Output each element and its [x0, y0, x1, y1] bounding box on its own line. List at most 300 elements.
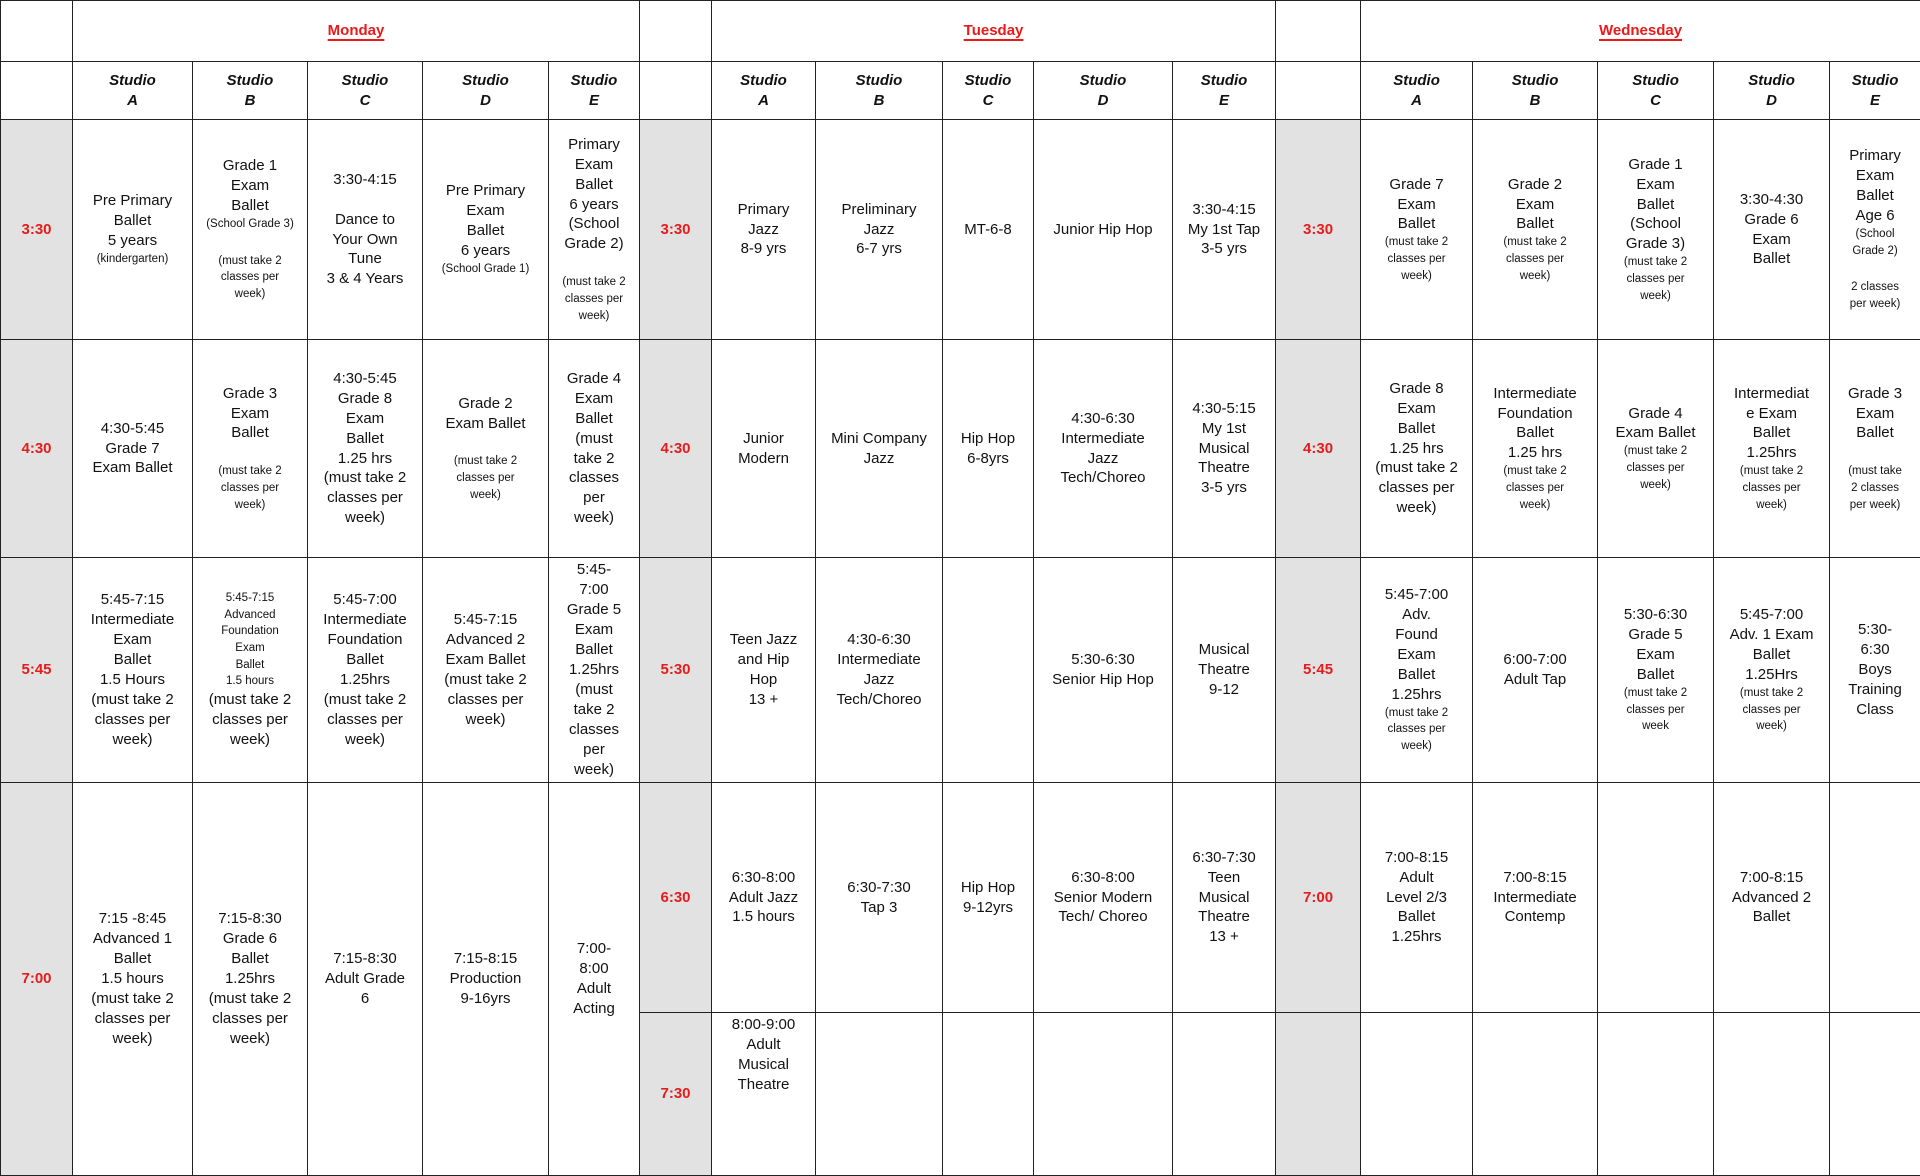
cell-line: 13 + — [748, 690, 779, 708]
cell-line: 1.25hrs — [224, 970, 276, 988]
cell-line: 1.25 hrs — [337, 449, 393, 467]
class-cell — [816, 120, 943, 340]
cell-line: week) — [1640, 289, 1671, 302]
cell-line: Jazz — [863, 449, 895, 467]
class-cell — [549, 558, 640, 783]
cell-line: Foundation — [221, 625, 279, 638]
studio-header — [816, 62, 943, 120]
day-header-wednesday: Wednesday — [1361, 1, 1920, 62]
cell-line: (School Grade 3) — [206, 218, 294, 231]
class-cell — [193, 558, 308, 783]
cell-line: C — [982, 91, 994, 109]
cell-line: Ballet — [466, 222, 505, 240]
cell-line: classes per — [1742, 703, 1801, 716]
class-cell — [816, 558, 943, 783]
class-cell — [1473, 1013, 1598, 1176]
cell-line: 1.25hrs — [339, 671, 391, 688]
cell-line: Ballet — [113, 212, 152, 230]
cell-line: week) — [573, 760, 614, 778]
cell-line: (School — [1855, 228, 1895, 241]
cell-line: Ballet — [1752, 645, 1791, 663]
class-cell — [423, 120, 549, 340]
cell-line: A — [1411, 91, 1422, 109]
cell-line: E — [1870, 91, 1881, 109]
cell-line: D — [1097, 91, 1109, 109]
cell-line: Studio — [964, 71, 1012, 89]
cell-line: 5:45-7:00 — [1739, 606, 1804, 624]
cell-line: week) — [1756, 720, 1787, 733]
cell-line: week) — [1640, 478, 1671, 491]
cell-line — [311, 190, 419, 210]
time-slot: 3:30 — [640, 120, 712, 340]
cell-line: 1.25hrs — [1391, 685, 1442, 703]
cell-line: Boys — [1858, 661, 1892, 679]
cell-line: Studio — [855, 71, 903, 89]
cell-line: 9-12 — [1209, 680, 1240, 698]
cell-line: classes per — [1387, 723, 1446, 736]
cell-line: classes per — [1626, 703, 1685, 716]
cell-line: Grade 7 — [1389, 175, 1444, 193]
cell-line: classes — [568, 720, 620, 738]
cell-line: Intermediat — [1734, 384, 1810, 402]
cell-line: (must take 2 — [1623, 445, 1688, 458]
studio-header — [308, 62, 423, 120]
cell-line: Theatre — [737, 1075, 790, 1093]
cell-line: Jazz — [748, 220, 779, 238]
class-cell — [1361, 340, 1473, 558]
cell-line: classes per — [1505, 253, 1565, 266]
cell-line: classes per — [327, 710, 403, 728]
cell-line: E — [588, 91, 599, 109]
cell-line: 5:45-7:15 — [453, 611, 518, 629]
cell-line: 3-5 yrs — [1201, 240, 1247, 258]
cell-line: 8:00-9:00 — [731, 1016, 796, 1033]
cell-line: 1.5 hours — [226, 675, 274, 688]
cell-line: Exam — [345, 409, 385, 427]
cell-line: Jazz — [863, 220, 895, 238]
cell-line: 3 & 4 Years — [326, 270, 404, 288]
cell-line: classes per — [94, 710, 171, 728]
cell-line: Tech/Choreo — [836, 690, 922, 708]
cell-line: 5:30-6:30 — [1623, 606, 1688, 624]
cell-line: Grade 3 — [222, 384, 278, 402]
time-slot: 7:00 — [1, 783, 73, 1176]
cell-line: Grade 4 — [566, 369, 622, 387]
cell-line: Exam — [466, 202, 505, 220]
cell-line: Ballet — [231, 424, 269, 442]
class-cell — [1034, 558, 1173, 783]
class-cell — [1034, 783, 1173, 1013]
class-cell — [423, 558, 549, 783]
cell-line: Tap 3 — [860, 898, 898, 916]
class-cell — [1830, 120, 1920, 340]
cell-line: 1.25Hrs — [1745, 665, 1798, 683]
cell-line: Intermediate — [90, 611, 175, 629]
cell-line: classes per — [1387, 253, 1446, 266]
cell-line: Exam — [1397, 195, 1436, 213]
cell-line: classes per — [212, 711, 288, 729]
cell-line: Training — [1848, 680, 1902, 698]
cell-line: 1.25hrs — [1391, 928, 1442, 946]
cell-line: (must take 2 — [1739, 465, 1804, 478]
cell-line: Ballet — [1856, 187, 1894, 205]
cell-line: Exam Ballet — [445, 414, 526, 432]
cell-line: Grade 2) — [564, 235, 624, 253]
cell-line: Primary — [1849, 147, 1901, 165]
class-cell — [1830, 558, 1920, 783]
cell-line: (must take 2 — [1623, 686, 1688, 699]
cell-line: Intermediate — [323, 611, 407, 629]
cell-line: 6:30-8:00 — [1071, 868, 1135, 886]
cell-line: Musical — [738, 1055, 789, 1073]
cell-line: Tune — [348, 250, 382, 268]
cell-line: (must take 2 — [444, 671, 527, 688]
cell-line: E — [1219, 91, 1230, 109]
cell-line: D — [480, 91, 491, 109]
cell-line: week) — [112, 730, 153, 748]
cell-line: Exam — [574, 389, 614, 407]
cell-line: (School — [1630, 215, 1681, 233]
time-slot: 5:45 — [1276, 558, 1361, 783]
cell-line: Pre Primary — [92, 192, 173, 210]
cell-line: Found — [1395, 626, 1438, 644]
class-cell — [1830, 783, 1920, 1013]
class-cell — [1598, 120, 1714, 340]
cell-line: (School Grade 1) — [441, 263, 530, 276]
cell-line: Ballet — [1516, 215, 1554, 233]
cell-line: Hip Hop — [960, 878, 1016, 896]
cell-line: A — [758, 91, 769, 109]
cell-line: 8-9 yrs — [740, 240, 787, 258]
cell-line: Hip Hop — [960, 429, 1016, 447]
cell-line: Musical — [1198, 888, 1250, 906]
cell-line: Ballet — [1636, 195, 1675, 213]
cell-line: Musical — [1198, 641, 1250, 659]
cell-line: 1.25hrs — [568, 661, 620, 679]
cell-line: Ballet — [346, 429, 384, 447]
cell-line: Exam — [235, 642, 265, 655]
cell-line: Exam — [1636, 645, 1675, 663]
cell-line: Studio — [226, 71, 274, 89]
class-cell — [549, 340, 640, 558]
cell-line: 7:00 — [579, 581, 609, 599]
cell-line: Class — [1856, 700, 1894, 718]
cell-line: Foundation — [327, 631, 403, 649]
cell-line: Theatre — [1198, 661, 1250, 679]
cell-line: 6-8yrs — [967, 449, 1009, 467]
class-cell — [1173, 340, 1276, 558]
cell-line: classes — [568, 469, 620, 487]
studio-header — [549, 62, 640, 120]
cell-line: 4:30-5:15 — [1192, 399, 1256, 417]
cell-line: Adult — [1399, 868, 1434, 886]
cell-line: per week) — [1849, 298, 1901, 311]
class-cell — [423, 340, 549, 558]
cell-line: Ballet — [1636, 665, 1675, 683]
cell-line: 3:30-4:15 — [1192, 200, 1256, 218]
cell-line: Theatre — [1198, 459, 1250, 477]
studio-header — [193, 62, 308, 120]
cell-line: 7:00-8:15 — [1384, 848, 1449, 866]
cell-line: Ballet — [575, 641, 613, 659]
cell-line: Studio — [462, 71, 509, 89]
cell-line: Teen Jazz — [729, 631, 798, 649]
cell-line: classes per — [1378, 479, 1455, 497]
class-cell — [1714, 1013, 1830, 1176]
cell-line: Primary — [568, 135, 620, 153]
cell-line: 1.5 Hours — [99, 671, 166, 688]
cell-line: Pre Primary — [445, 182, 526, 200]
cell-line: 2 classes — [1851, 281, 1899, 294]
class-cell — [549, 783, 640, 1176]
cell-line: Studio — [1393, 71, 1440, 89]
cell-line: Adult Tap — [1503, 671, 1567, 688]
cell-line: Mini Company — [831, 429, 927, 447]
cell-line: Grade 2 — [1507, 175, 1563, 193]
cell-line: Studio — [109, 71, 156, 89]
cell-line: 6:30-7:30 — [847, 878, 911, 896]
cell-line: C — [359, 91, 371, 109]
cell-line: 5:45-7:00 — [1384, 586, 1449, 604]
cell-line: 6-7 yrs — [856, 240, 902, 258]
cell-line: Adult — [576, 980, 612, 997]
cell-line: Jazz — [1087, 449, 1119, 467]
cell-line: Exam — [574, 621, 614, 639]
cell-line: Studio — [1632, 71, 1679, 89]
cell-line: Exam — [574, 155, 614, 173]
cell-line: week) — [1519, 498, 1551, 511]
cell-line: and Hip — [737, 651, 790, 669]
cell-line: week) — [344, 730, 385, 748]
cell-line: (must take 2 — [1384, 236, 1449, 249]
cell-line — [426, 433, 545, 453]
class-cell — [1598, 1013, 1714, 1176]
cell-line — [196, 443, 304, 463]
cell-line: 7:00-8:15 — [1739, 868, 1804, 886]
cell-line: classes per — [220, 482, 280, 495]
class-cell — [1173, 783, 1276, 1013]
class-cell — [1830, 1013, 1920, 1176]
cell-line: Level 2/3 — [1386, 888, 1447, 906]
cell-line: Studio — [570, 71, 618, 89]
time-slot: 4:30 — [1276, 340, 1361, 558]
class-cell — [73, 783, 193, 1176]
class-cell — [1034, 120, 1173, 340]
cell-line: week) — [1519, 269, 1551, 282]
cell-line: Exam Ballet — [92, 459, 173, 477]
cell-line: (must take — [1848, 465, 1902, 478]
studio-header — [943, 62, 1034, 120]
class-cell — [308, 558, 423, 783]
day-header-tuesday: Tuesday — [712, 1, 1276, 62]
cell-line: Preliminary — [841, 200, 917, 218]
cell-line: Contemp — [1504, 908, 1566, 926]
class-cell — [549, 120, 640, 340]
class-cell — [1714, 558, 1830, 783]
cell-line: 6 years — [460, 242, 511, 260]
cell-line: Dance to — [334, 210, 396, 228]
cell-line: Studio — [740, 71, 787, 89]
cell-line: B — [1529, 91, 1541, 109]
cell-line: 4:30-6:30 — [847, 631, 911, 649]
cell-line: 6:30-8:00 — [731, 868, 796, 886]
cell-line: week) — [1756, 498, 1787, 511]
cell-line: Grade 6 — [222, 930, 278, 948]
cell-line: Adult Jazz — [728, 888, 799, 906]
cell-line: classes per — [94, 1009, 171, 1027]
class-cell — [193, 120, 308, 340]
cell-line: Studio — [1511, 71, 1559, 89]
cell-line: (must take 2 — [1503, 236, 1567, 249]
class-cell — [816, 783, 943, 1013]
cell-line: Advanced 2 — [1731, 888, 1812, 906]
cell-line: Grade 6 — [1744, 210, 1799, 228]
cell-line: Adv. — [1402, 606, 1431, 624]
cell-line: (must take 2 — [1503, 465, 1567, 478]
cell-line: classes per — [212, 1009, 288, 1027]
cell-line: Theatre — [1198, 908, 1250, 926]
studio-header — [1598, 62, 1714, 120]
spacer-cell — [640, 1, 712, 62]
cell-line: Ballet — [1397, 908, 1436, 926]
cell-line: (must — [575, 429, 613, 447]
cell-line: B — [873, 91, 885, 109]
class-cell — [73, 558, 193, 783]
class-cell — [1034, 340, 1173, 558]
class-cell — [1473, 783, 1598, 1013]
cell-line: per week) — [1849, 498, 1901, 511]
cell-line: Exam — [230, 177, 270, 195]
class-cell — [1034, 1013, 1173, 1176]
cell-line: Production — [449, 970, 522, 988]
cell-line: Advanced 1 — [92, 930, 173, 948]
cell-line: MT-6-8 — [964, 220, 1012, 238]
cell-line: 5:45-7:15 — [100, 591, 165, 609]
studio-header — [73, 62, 193, 120]
cell-line: D — [1766, 91, 1777, 109]
cell-line: Ballet — [235, 658, 265, 671]
cell-line: Junior — [743, 429, 784, 447]
cell-line: (must take 2 — [91, 690, 174, 708]
cell-line: (must take 2 — [1623, 256, 1688, 269]
studio-header — [1173, 62, 1276, 120]
cell-line: take 2 — [573, 449, 615, 467]
cell-line: Modern — [738, 449, 789, 467]
cell-line: Intermediate — [1493, 888, 1577, 906]
cell-line: Ballet — [1516, 424, 1554, 442]
cell-line: Adult — [746, 1035, 781, 1053]
class-cell — [1473, 120, 1598, 340]
cell-line: (must take 2 — [562, 276, 626, 289]
cell-line: 4:30-6:30 — [1071, 409, 1135, 427]
cell-line: Ballet — [575, 175, 613, 193]
cell-line: Hop — [749, 671, 778, 688]
cell-line: per — [583, 740, 605, 758]
cell-line: classes per — [327, 489, 403, 507]
cell-line: Ballet — [113, 651, 152, 669]
cell-line: week — [1642, 720, 1669, 733]
studio-header — [1473, 62, 1598, 120]
class-cell — [1173, 558, 1276, 783]
class-cell — [1473, 340, 1598, 558]
cell-line: week) — [470, 488, 501, 501]
cell-line: 4:30-5:45 — [333, 369, 397, 387]
cell-line: Exam — [1636, 175, 1675, 193]
cell-line: Grade 1 — [222, 157, 278, 175]
cell-line: 5:45-7:00 — [333, 591, 397, 609]
cell-line: 6 years — [569, 195, 619, 213]
class-cell — [1361, 783, 1473, 1013]
cell-line: 6:00-7:00 — [1503, 651, 1567, 669]
cell-line: 7:15-8:15 — [453, 950, 518, 968]
cell-line: e Exam — [1746, 404, 1797, 422]
cell-line: Ballet — [1856, 424, 1894, 442]
cell-line: 8:00 — [579, 960, 609, 978]
studio-header — [1830, 62, 1920, 120]
studio-header — [712, 62, 816, 120]
cell-line: Exam — [1515, 195, 1555, 213]
studio-header — [1034, 62, 1173, 120]
cell-line: Senior Hip Hop — [1052, 671, 1154, 688]
class-cell — [193, 340, 308, 558]
class-cell — [308, 120, 423, 340]
spacer-cell — [1276, 62, 1361, 120]
studio-header — [1361, 62, 1473, 120]
cell-line: (kindergarten) — [96, 253, 169, 266]
class-cell — [1473, 558, 1598, 783]
cell-line: Ballet — [575, 409, 613, 427]
class-cell — [1598, 340, 1714, 558]
class-cell — [1714, 120, 1830, 340]
cell-line: classes per — [456, 472, 515, 485]
cell-line: 2 classes — [1851, 482, 1899, 495]
cell-line: Studio — [1200, 71, 1248, 89]
cell-line: 4:30-5:45 — [100, 419, 165, 437]
cell-line: Intermediate — [1061, 429, 1145, 447]
cell-line: Tech/ Choreo — [1058, 908, 1148, 926]
cell-line: Ballet — [1397, 419, 1436, 437]
cell-line: 7:15-8:30 — [333, 950, 397, 968]
cell-line: week) — [465, 710, 506, 728]
cell-line: Studio — [1079, 71, 1127, 89]
cell-line: 7:15 -8:45 — [98, 910, 167, 928]
cell-line: Advanced 2 — [445, 631, 526, 649]
time-slot: 4:30 — [640, 340, 712, 558]
class-cell — [943, 1013, 1034, 1176]
time-slot: 6:30 — [640, 783, 712, 1013]
cell-line: Intermediate — [1493, 384, 1577, 402]
cell-line: Ballet — [1752, 424, 1791, 442]
cell-line — [1833, 443, 1917, 463]
class-cell — [712, 558, 816, 783]
cell-line: 3:30-4:15 — [333, 170, 397, 188]
cell-line: 13 + — [1209, 928, 1239, 946]
cell-line: 1.25 hrs — [1389, 439, 1444, 457]
cell-line: 1.25hrs — [1746, 444, 1797, 462]
cell-line: 6 — [360, 989, 370, 1007]
studio-header — [1714, 62, 1830, 120]
cell-line: week) — [573, 509, 614, 527]
cell-line: week) — [112, 1029, 153, 1047]
cell-line: Junior Hip Hop — [1053, 220, 1153, 238]
day-header-monday: Monday — [73, 1, 640, 62]
cell-line: classes per — [447, 690, 524, 708]
cell-line: (must take 2 — [453, 455, 518, 468]
class-cell — [712, 1013, 816, 1176]
class-cell — [943, 120, 1034, 340]
class-cell — [816, 340, 943, 558]
cell-line: 9-12yrs — [962, 898, 1014, 916]
